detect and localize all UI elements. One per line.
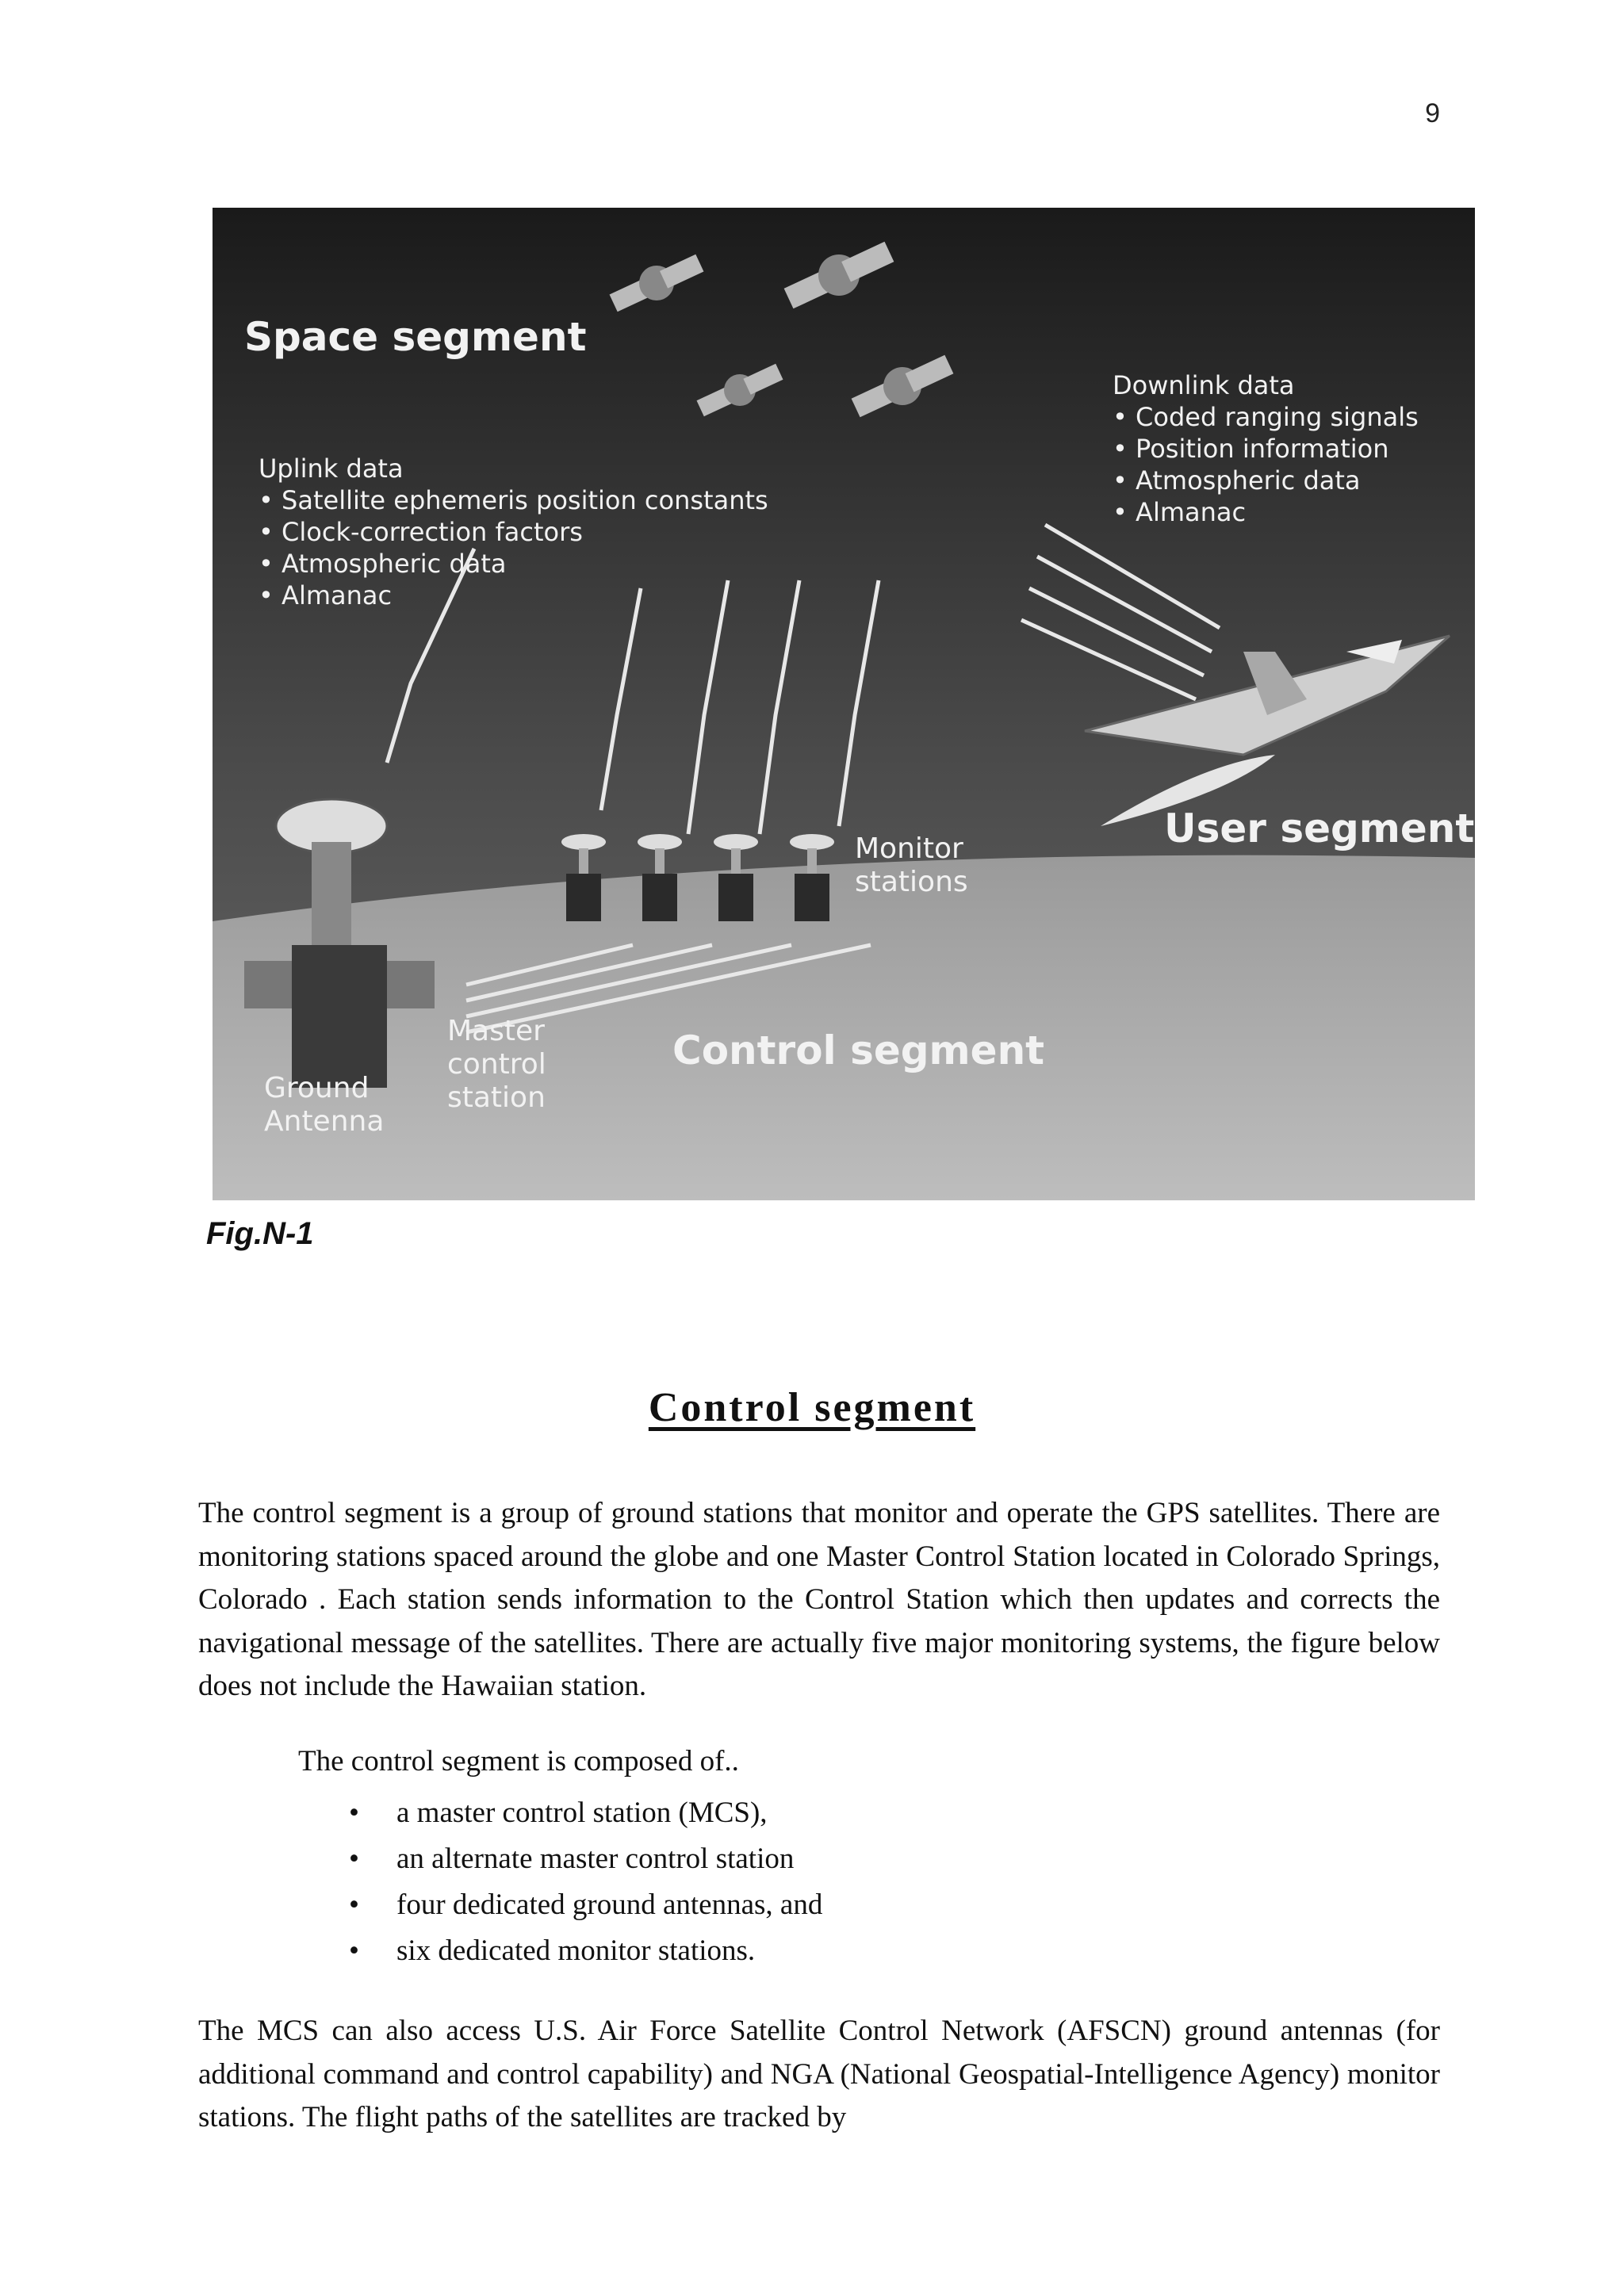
downlink-item: Position information [1136,434,1389,464]
composition-list [349,1790,822,1974]
paragraph-control-segment-intro: The control segment is a group of ground stations that monitor and operate the GPS satellites. There are monitoring stations spaced around the globe and one Master Control Station located in Colorado Springs, Colorado . Each station sends information to the Control Station which then updates and corrects the navigational message of the satellites. There are actually five major monitoring systems, the figure below does not include the Hawaiian station. [198,1497,1440,1702]
section-heading-text: Control segment [648,1385,976,1430]
gps-segments-illustration [213,208,1475,1200]
ground-antenna-label [264,1072,384,1138]
svg-text:Antenna: Antenna [264,1105,385,1138]
svg-text:Master: Master [447,1015,545,1047]
uplink-item: Satellite ephemeris position constants [282,485,768,515]
section-heading [0,1384,1624,1431]
gps-segments-figure [213,208,1475,1200]
svg-text:stations: stations [855,866,968,898]
svg-text:• Atmospheric data: • Atmospheric data [1113,465,1361,496]
svg-text:• Almanac: • Almanac [259,580,393,610]
figure-caption: Fig.N-1 [206,1216,314,1251]
downlink-item: Atmospheric data [1136,465,1361,496]
space-segment-label: Space segment [244,314,587,360]
control-segment-figure-label: Control segment [672,1027,1045,1073]
list-item: • six dedicated monitor stations. [349,1928,822,1974]
svg-text:• Satellite ephemeris position: • Satellite ephemeris position constants [259,485,768,515]
list-item: • a master control station (MCS), [349,1790,822,1836]
svg-text:Monitor: Monitor [855,832,963,865]
composition-intro: The control segment is composed of.. [298,1745,739,1777]
downlink-title: Downlink data [1113,370,1295,400]
svg-text:Ground: Ground [264,1072,370,1104]
svg-text:• Clock-correction factors: • Clock-correction factors [259,517,583,547]
svg-text:control: control [447,1048,546,1081]
downlink-item: Coded ranging signals [1136,402,1419,432]
uplink-item: Clock-correction factors [282,517,583,547]
uplink-title: Uplink data [259,453,404,484]
uplink-item: Almanac [282,580,393,610]
svg-text:• Position information: • Position information [1113,434,1389,464]
svg-text:• Almanac: • Almanac [1113,497,1247,527]
paragraph-mcs-access: The MCS can also access U.S. Air Force Satellite Control Network (AFSCN) ground antennas (for additional command and control capability) and NGA (National Geospatial-Intelligence Agency) monitor stations. The flight paths of the satellites are tracked by [198,2015,1440,2133]
svg-text:• Coded ranging signals: • Coded ranging signals [1113,402,1419,432]
page-number: 9 [1425,98,1440,128]
list-item: • four dedicated ground antennas, and [349,1882,822,1928]
downlink-item: Almanac [1136,497,1247,527]
master-control-station-label [447,1015,546,1114]
user-segment-label: User segment [1164,806,1475,851]
uplink-item: Atmospheric data [282,549,507,579]
monitor-stations-label [855,832,968,898]
svg-text:• Atmospheric data: • Atmospheric data [259,549,507,579]
list-item: • an alternate master control station [349,1836,822,1882]
svg-text:station: station [447,1081,546,1114]
